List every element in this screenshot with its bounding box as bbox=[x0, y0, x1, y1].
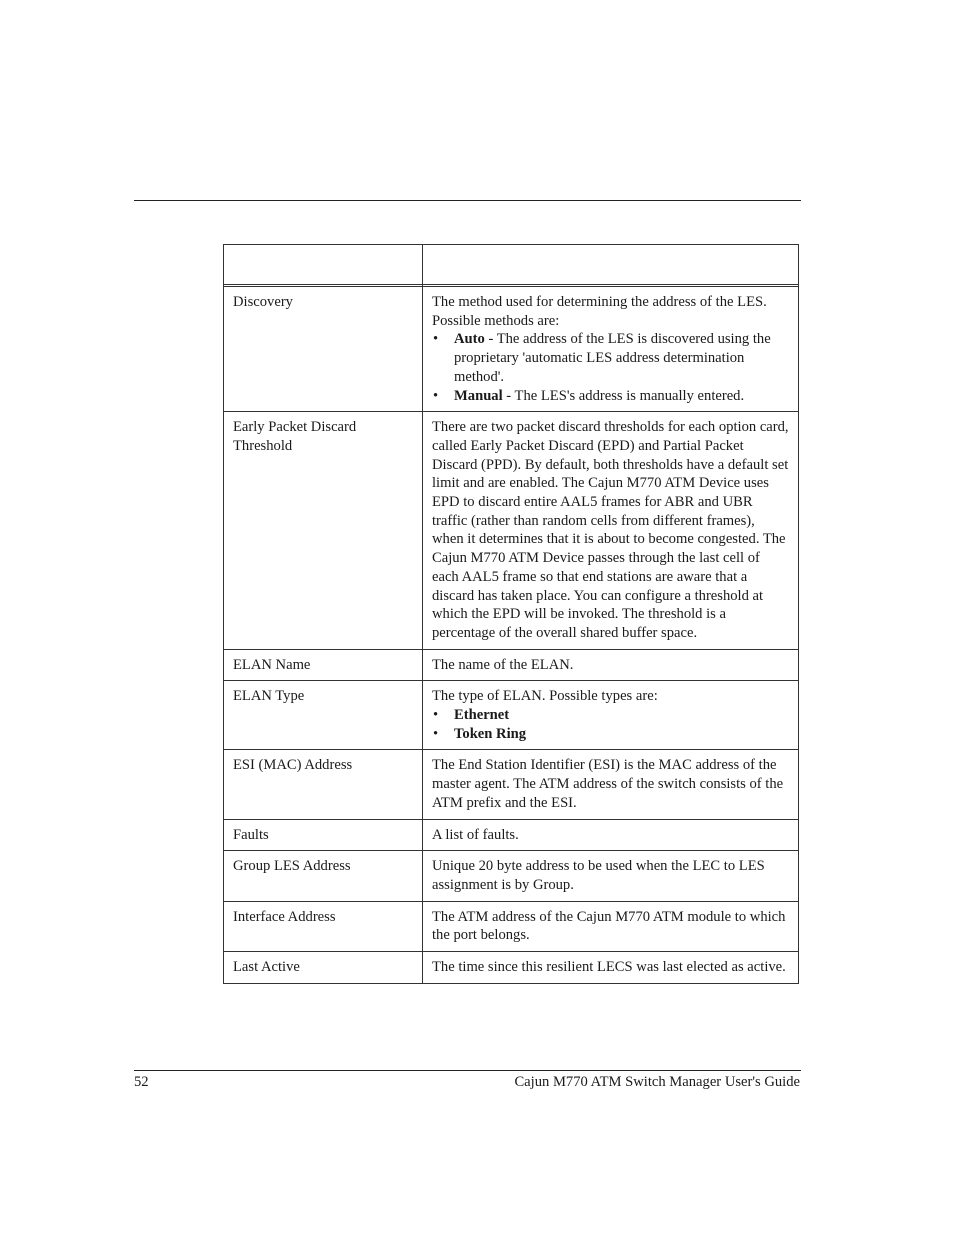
page-number: 52 bbox=[134, 1074, 149, 1090]
term-cell: ELAN Type bbox=[224, 681, 423, 750]
bullet-term: Ethernet bbox=[454, 707, 510, 724]
book-title: Cajun M770 ATM Switch Manager User's Guide bbox=[514, 1074, 800, 1090]
header-rule bbox=[134, 200, 801, 201]
description-cell bbox=[423, 681, 799, 750]
header-cell-description bbox=[423, 245, 799, 285]
bullet-text: - The LES's address is manually entered. bbox=[502, 387, 745, 404]
table-header-row bbox=[224, 245, 799, 285]
bullet-item bbox=[432, 706, 790, 725]
description-text: The End Station Identifier (ESI) is the MAC address of the master agent. The ATM address of the switch consists of the ATM prefix and the ESI. bbox=[432, 757, 784, 811]
table-row bbox=[224, 412, 799, 649]
table-row bbox=[224, 819, 799, 851]
bullet-list bbox=[432, 330, 790, 405]
table-row bbox=[224, 750, 799, 819]
term-cell: Early Packet Discard Threshold bbox=[224, 412, 423, 649]
table-row bbox=[224, 287, 799, 412]
description-text: Unique 20 byte address to be used when the LEC to LES assignment is by Group. bbox=[432, 858, 765, 893]
bullet-dot-icon: • bbox=[433, 387, 439, 404]
bullet-text: - The address of the LES is discovered using the proprietary 'automatic LES address determination method'. bbox=[454, 331, 771, 385]
description-text: The type of ELAN. Possible types are: bbox=[432, 688, 658, 705]
bullet-term: Auto bbox=[454, 331, 485, 348]
description-text: The method used for determining the address of the LES. Possible methods are: bbox=[432, 294, 767, 329]
bullet-dot-icon: • bbox=[433, 331, 439, 348]
table-row bbox=[224, 681, 799, 750]
bullet-term: Token Ring bbox=[454, 725, 527, 742]
table-row bbox=[224, 649, 799, 681]
bullet-item bbox=[432, 330, 790, 386]
term-cell: Group LES Address bbox=[224, 851, 423, 901]
bullet-item bbox=[432, 387, 790, 406]
description-cell bbox=[423, 901, 799, 951]
description-cell bbox=[423, 412, 799, 649]
description-text: There are two packet discard thresholds for each option card, called Early Packet Discard (EPD) and Partial Packet Discard (PPD). By default, both thresholds have a default set limit and are enabled. The Cajun M770 ATM Device uses EPD to discard entire AAL5 frames for ABR and UBR traffic (rather than random cells from different frames), when it determines that it is about to become congested. The Cajun M770 ATM Device passes through the last cell of each AAL5 frame so that end stations are aware that a discard has taken place. You can configure a threshold at which the EPD will be invoked. The threshold is a percentage of the overall shared buffer space. bbox=[432, 419, 789, 641]
term-cell: Last Active bbox=[224, 952, 423, 984]
term-cell: Interface Address bbox=[224, 901, 423, 951]
description-cell bbox=[423, 819, 799, 851]
bullet-dot-icon: • bbox=[433, 707, 439, 724]
description-text: The ATM address of the Cajun M770 ATM module to which the port belongs. bbox=[432, 908, 786, 944]
description-text: The time since this resilient LECS was last elected as active. bbox=[432, 959, 786, 976]
table-row bbox=[224, 851, 799, 901]
header-cell-term bbox=[224, 245, 423, 285]
term-cell: Discovery bbox=[224, 287, 423, 412]
description-cell bbox=[423, 287, 799, 412]
glossary-table bbox=[223, 244, 799, 984]
bullet-list bbox=[432, 706, 790, 743]
description-text: The name of the ELAN. bbox=[432, 656, 574, 673]
description-text: A list of faults. bbox=[432, 826, 519, 843]
description-cell bbox=[423, 750, 799, 819]
description-cell bbox=[423, 952, 799, 984]
table-row bbox=[224, 952, 799, 984]
term-cell: ELAN Name bbox=[224, 649, 423, 681]
bullet-term: Manual bbox=[454, 387, 503, 404]
term-cell: ESI (MAC) Address bbox=[224, 750, 423, 819]
description-cell bbox=[423, 851, 799, 901]
term-cell: Faults bbox=[224, 819, 423, 851]
bullet-item bbox=[432, 725, 790, 744]
footer-rule bbox=[134, 1070, 801, 1071]
table-row bbox=[224, 901, 799, 951]
bullet-dot-icon: • bbox=[433, 725, 439, 742]
description-cell bbox=[423, 649, 799, 681]
